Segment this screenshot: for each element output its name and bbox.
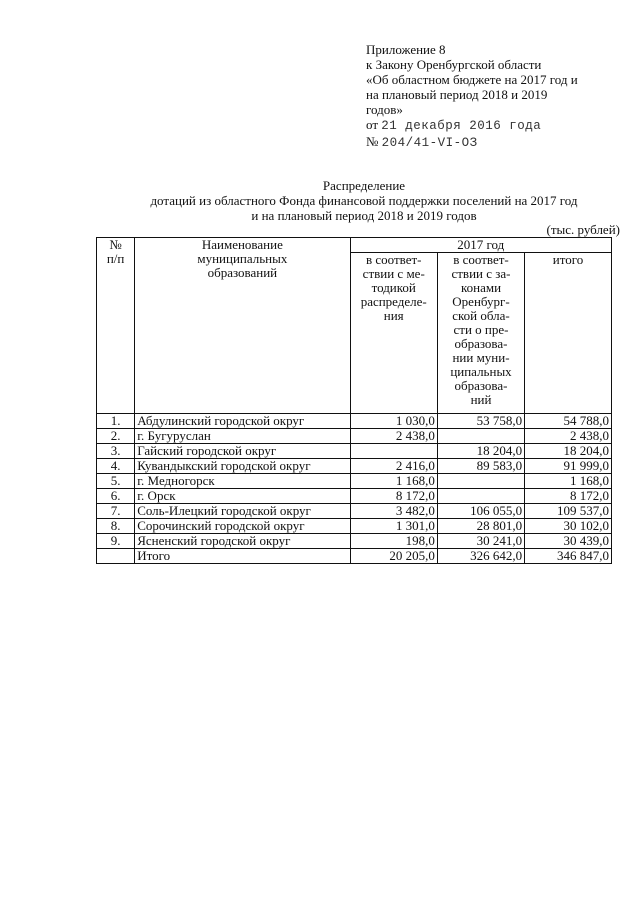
total-row bbox=[97, 549, 612, 564]
value-total: 18 204,0 bbox=[525, 444, 612, 459]
municipality-name: Соль-Илецкий городской округ bbox=[135, 504, 350, 519]
row-number: 9. bbox=[97, 534, 135, 549]
municipality-name: Кувандыкский городской округ bbox=[135, 459, 350, 474]
row-number: 4. bbox=[97, 459, 135, 474]
value-by-methodology: 1 168,0 bbox=[350, 474, 437, 489]
total-by-laws: 326 642,0 bbox=[437, 549, 524, 564]
subsidy-table bbox=[96, 237, 612, 564]
value-total: 1 168,0 bbox=[525, 474, 612, 489]
value-by-methodology: 198,0 bbox=[350, 534, 437, 549]
header-total: итого bbox=[525, 253, 612, 414]
value-by-methodology: 2 416,0 bbox=[350, 459, 437, 474]
row-number: 1. bbox=[97, 414, 135, 429]
municipality-name: Гайский городской округ bbox=[135, 444, 350, 459]
value-by-methodology: 3 482,0 bbox=[350, 504, 437, 519]
value-by-laws: 30 241,0 bbox=[437, 534, 524, 549]
appendix-line: «Об областном бюджете на 2017 год и bbox=[366, 72, 578, 87]
table-row bbox=[97, 444, 612, 459]
value-by-methodology bbox=[350, 444, 437, 459]
row-number: 8. bbox=[97, 519, 135, 534]
title-line-1: Распределение bbox=[322, 178, 406, 193]
grand-total: 346 847,0 bbox=[525, 549, 612, 564]
units-label: (тыс. рублей) bbox=[546, 222, 620, 237]
row-number: 7. bbox=[97, 504, 135, 519]
row-number: 2. bbox=[97, 429, 135, 444]
value-total: 109 537,0 bbox=[525, 504, 612, 519]
municipality-name: Абдулинский городской округ bbox=[135, 414, 350, 429]
document-title bbox=[96, 178, 632, 223]
value-total: 54 788,0 bbox=[525, 414, 612, 429]
value-by-laws: 89 583,0 bbox=[437, 459, 524, 474]
value-by-laws: 106 055,0 bbox=[437, 504, 524, 519]
value-by-methodology: 1 301,0 bbox=[350, 519, 437, 534]
value-total: 91 999,0 bbox=[525, 459, 612, 474]
header-name: Наименование муниципальных образований bbox=[135, 238, 350, 414]
header-by-methodology: в соответ- ствии с ме- тодикой распределе- ния bbox=[350, 253, 437, 414]
total-num-cell bbox=[97, 549, 135, 564]
number-prefix: № bbox=[366, 134, 379, 149]
value-by-methodology: 1 030,0 bbox=[350, 414, 437, 429]
municipality-name: Сорочинский городской округ bbox=[135, 519, 350, 534]
table-row bbox=[97, 534, 612, 549]
value-by-laws: 53 758,0 bbox=[437, 414, 524, 429]
table-row bbox=[97, 429, 612, 444]
value-total: 2 438,0 bbox=[525, 429, 612, 444]
table-row bbox=[97, 474, 612, 489]
header-num: № п/п bbox=[97, 238, 135, 414]
row-number: 6. bbox=[97, 489, 135, 504]
appendix-header bbox=[366, 42, 626, 151]
table-row bbox=[97, 504, 612, 519]
value-by-laws: 18 204,0 bbox=[437, 444, 524, 459]
table-row bbox=[97, 489, 612, 504]
table-row bbox=[97, 414, 612, 429]
value-by-methodology: 2 438,0 bbox=[350, 429, 437, 444]
value-by-methodology: 8 172,0 bbox=[350, 489, 437, 504]
municipality-name: г. Бугуруслан bbox=[135, 429, 350, 444]
appendix-line: на плановый период 2018 и 2019 bbox=[366, 87, 548, 102]
table-row bbox=[97, 459, 612, 474]
total-label: Итого bbox=[135, 549, 350, 564]
municipality-name: г. Орск bbox=[135, 489, 350, 504]
table-row bbox=[97, 519, 612, 534]
law-date-value: 21 декабря 2016 года bbox=[381, 119, 542, 133]
appendix-line: годов» bbox=[366, 102, 403, 117]
law-date-line bbox=[366, 117, 626, 134]
total-by-methodology: 20 205,0 bbox=[350, 549, 437, 564]
header-by-laws: в соответ- ствии с за- конами Оренбург- ской обла- сти о пре- образова- нии муни- ципальных образова- ний bbox=[437, 253, 524, 414]
title-line-2: дотаций из областного Фонда финансовой поддержки поселений на 2017 год bbox=[150, 193, 578, 208]
law-number-line bbox=[366, 134, 626, 151]
date-prefix: от bbox=[366, 117, 379, 132]
title-line-3: и на плановый период 2018 и 2019 годов bbox=[251, 208, 477, 223]
value-by-laws: 28 801,0 bbox=[437, 519, 524, 534]
value-by-laws bbox=[437, 429, 524, 444]
law-number-value: 204/41-VI-ОЗ bbox=[381, 136, 478, 150]
value-by-laws bbox=[437, 489, 524, 504]
header-year: 2017 год bbox=[350, 238, 611, 253]
appendix-line: к Закону Оренбургской области bbox=[366, 57, 542, 72]
row-number: 3. bbox=[97, 444, 135, 459]
value-total: 8 172,0 bbox=[525, 489, 612, 504]
row-number: 5. bbox=[97, 474, 135, 489]
municipality-name: Ясненский городской округ bbox=[135, 534, 350, 549]
value-by-laws bbox=[437, 474, 524, 489]
value-total: 30 102,0 bbox=[525, 519, 612, 534]
value-total: 30 439,0 bbox=[525, 534, 612, 549]
appendix-line: Приложение 8 bbox=[366, 42, 446, 57]
municipality-name: г. Медногорск bbox=[135, 474, 350, 489]
